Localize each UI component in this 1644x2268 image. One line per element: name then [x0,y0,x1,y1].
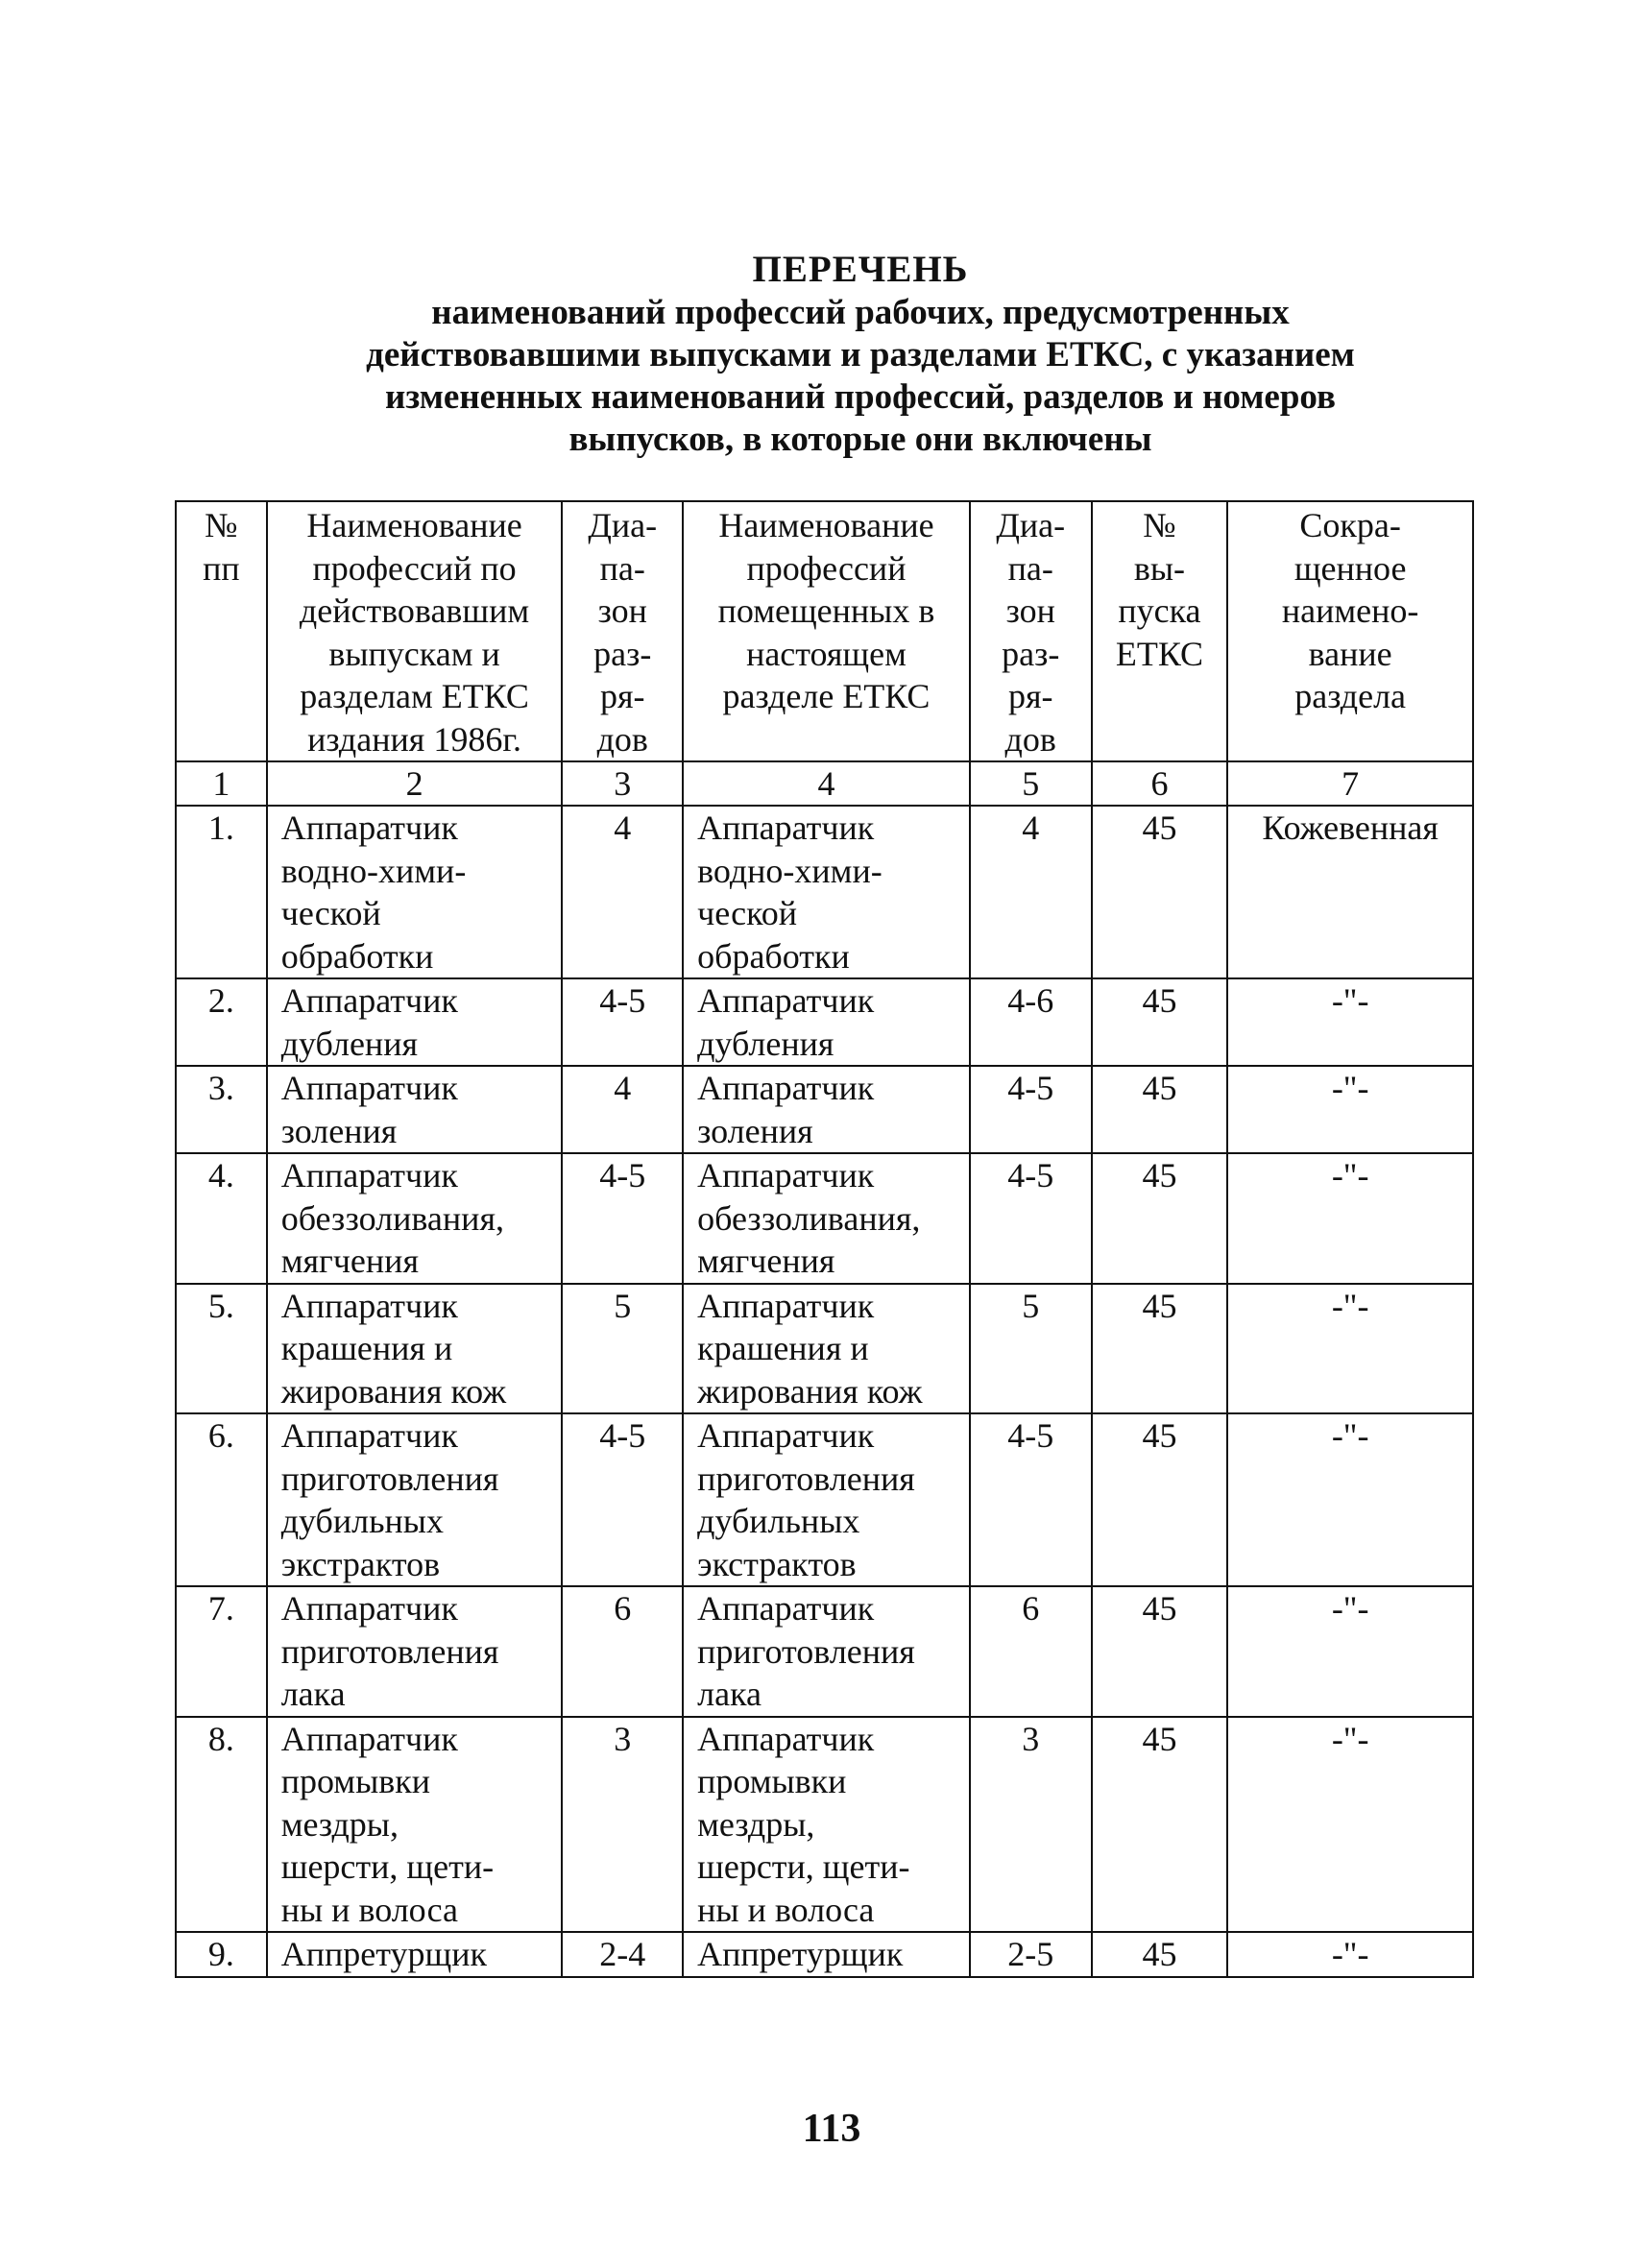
cell-line: ря- [599,677,645,715]
row-number: 7. [176,1586,267,1717]
cell-line: ЕТКС [1115,634,1203,673]
etks-issue-number: 45 [1092,978,1228,1066]
section-short-name: -"- [1227,978,1473,1066]
section-short-name: -"- [1227,1153,1473,1284]
cell-line: раздела [1294,677,1407,715]
cell-line: Аппаратчик [697,808,875,847]
section-short-name: -"- [1227,1066,1473,1153]
cell-line: действовавшим [299,591,530,630]
old-profession-name [267,1153,563,1284]
cell-line: Аппаратчик [280,1286,458,1325]
new-profession-name [683,1717,970,1933]
header-num [176,501,267,761]
cell-line: вание [1308,634,1392,673]
subtitle-line: действовавшими выпусками и разделами ЕТКС, с указанием [366,335,1355,374]
professions-table [175,500,1474,1978]
cell-line: ны и волоса [280,1890,458,1929]
cell-line: зон [1005,591,1055,630]
table-header-row [176,501,1473,761]
cell-line: настоящем [746,634,907,673]
old-profession-name [267,978,563,1066]
column-number: 5 [970,761,1092,806]
section-short-name: -"- [1227,1284,1473,1414]
header-new-name [683,501,970,761]
column-numbers-row [176,761,1473,806]
old-grade-range: 3 [562,1717,683,1933]
new-profession-name [683,1586,970,1717]
cell-line: жирования кож [697,1371,923,1411]
old-profession-name [267,1284,563,1414]
cell-line: золения [280,1111,398,1150]
cell-line: профессий [746,548,907,588]
table-row [176,806,1473,978]
cell-line: Аппаратчик [697,1069,875,1107]
cell-line: Диа- [996,506,1066,544]
cell-line: дов [596,719,648,759]
new-grade-range: 4-5 [970,1413,1092,1586]
cell-line: дубильных [280,1502,444,1540]
new-profession-name [683,806,970,978]
new-grade-range: 6 [970,1586,1092,1717]
old-grade-range: 6 [562,1586,683,1717]
subtitle-line: измененных наименований профессий, разделов и номеров [385,377,1336,417]
etks-issue-number: 45 [1092,1717,1228,1933]
row-number: 1. [176,806,267,978]
cell-line: лака [697,1675,762,1713]
row-number: 6. [176,1413,267,1586]
new-profession-name [683,978,970,1066]
cell-line: водно-хими- [280,851,467,890]
page-number: 113 [802,2107,861,2151]
etks-issue-number: 45 [1092,1932,1228,1977]
cell-line: па- [1007,548,1053,588]
table-row [176,1284,1473,1414]
cell-line: жирования кож [280,1371,507,1411]
old-profession-name [267,1066,563,1153]
cell-line: ческой [280,894,381,932]
cell-line: приготовления [280,1631,499,1671]
column-number: 7 [1227,761,1473,806]
cell-line: мягчения [280,1242,419,1280]
new-grade-range: 4 [970,806,1092,978]
cell-line: № [1143,506,1176,544]
row-number: 5. [176,1284,267,1414]
cell-line: щенное [1293,548,1407,588]
header-old-name [267,501,563,761]
cell-line: обработки [280,936,434,976]
cell-line: Наименование [306,506,522,544]
old-grade-range: 4 [562,806,683,978]
table-body [176,761,1473,1977]
old-profession-name [267,1586,563,1717]
cell-line: № [205,506,238,544]
cell-line: Аппаратчик [697,1589,875,1628]
new-grade-range: 5 [970,1284,1092,1414]
column-number: 4 [683,761,970,806]
table-row [176,1413,1473,1586]
new-profession-name [683,1932,970,1977]
table-row [176,1066,1473,1153]
cell-line: раз- [593,634,652,673]
cell-line: пуска [1118,591,1201,630]
row-number: 9. [176,1932,267,1977]
cell-line: промывки [280,1762,431,1800]
old-grade-range: 4-5 [562,1413,683,1586]
cell-line: промывки [697,1762,847,1800]
etks-issue-number: 45 [1092,806,1228,978]
old-grade-range: 4 [562,1066,683,1153]
cell-line: Диа- [588,506,658,544]
new-grade-range: 4-5 [970,1153,1092,1284]
cell-line: крашения и [697,1329,869,1367]
new-profession-name [683,1153,970,1284]
cell-line: дов [1004,719,1056,759]
header-issue [1092,501,1228,761]
cell-line: приготовления [280,1459,499,1498]
cell-line: па- [599,548,645,588]
cell-line: обеззоливания, [697,1198,921,1238]
cell-line: вы- [1133,548,1186,588]
section-short-name: -"- [1227,1413,1473,1586]
cell-line: обработки [697,936,850,976]
cell-line: Аппаратчик [697,1719,875,1758]
cell-line: разделам ЕТКС [300,677,529,715]
cell-line: Аппаратчик [280,1589,458,1628]
section-short-name: -"- [1227,1932,1473,1977]
cell-line: Аппаратчик [280,1416,458,1455]
old-grade-range: 2-4 [562,1932,683,1977]
etks-issue-number: 45 [1092,1153,1228,1284]
cell-line: лака [280,1675,346,1713]
cell-line: дубления [697,1024,834,1063]
old-grade-range: 4-5 [562,1153,683,1284]
cell-line: Аппретурщик [280,1935,487,1973]
old-profession-name [267,1413,563,1586]
cell-line: Наименование [718,506,934,544]
section-short-name: -"- [1227,1717,1473,1933]
table-row [176,1932,1473,1977]
cell-line: дубильных [697,1502,860,1540]
cell-line: Аппаратчик [280,1156,458,1194]
cell-line: Аппаратчик [280,1719,458,1758]
etks-issue-number: 45 [1092,1586,1228,1717]
document-title: ПЕРЕЧЕНЬ [752,249,969,290]
old-profession-name [267,1717,563,1933]
cell-line: наимено- [1281,591,1419,630]
cell-line: шерсти, щети- [697,1847,910,1886]
document-subtitle [0,292,1644,461]
header-section [1227,501,1473,761]
etks-issue-number: 45 [1092,1066,1228,1153]
header-old-range [562,501,683,761]
old-grade-range: 5 [562,1284,683,1414]
cell-line: раз- [1002,634,1060,673]
section-short-name: -"- [1227,1586,1473,1717]
row-number: 3. [176,1066,267,1153]
column-number: 2 [267,761,563,806]
column-number: 1 [176,761,267,806]
cell-line: крашения и [280,1329,453,1367]
new-grade-range: 3 [970,1717,1092,1933]
cell-line: пп [203,548,240,588]
row-number: 8. [176,1717,267,1933]
column-number: 6 [1092,761,1228,806]
cell-line: Аппаратчик [697,1416,875,1455]
table-row [176,1586,1473,1717]
new-profession-name [683,1284,970,1414]
table-row [176,978,1473,1066]
document-heading [0,248,1644,461]
new-grade-range: 4-5 [970,1066,1092,1153]
cell-line: Аппретурщик [697,1935,904,1973]
cell-line: мягчения [697,1242,835,1280]
new-grade-range: 4-6 [970,978,1092,1066]
old-grade-range: 4-5 [562,978,683,1066]
section-short-name: Кожевенная [1227,806,1473,978]
cell-line: ны и волоса [697,1890,875,1929]
cell-line: ческой [697,894,798,932]
cell-line: обеззоливания, [280,1198,504,1238]
subtitle-line: выпусков, в которые они включены [568,420,1152,459]
new-profession-name [683,1413,970,1586]
cell-line: профессий по [312,548,517,588]
cell-line: издания 1986г. [307,719,522,759]
cell-line: мездры, [280,1804,399,1844]
cell-line: шерсти, щети- [280,1847,495,1886]
row-number: 2. [176,978,267,1066]
cell-line: ря- [1007,677,1053,715]
subtitle-line: наименований профессий рабочих, предусмотренных [431,293,1290,332]
cell-line: Аппаратчик [280,981,458,1020]
cell-line: дубления [280,1024,419,1063]
cell-line: экстрактов [697,1544,857,1583]
cell-line: Аппаратчик [280,1069,458,1107]
table-row [176,1153,1473,1284]
table-row [176,1717,1473,1933]
row-number: 4. [176,1153,267,1284]
cell-line: приготовления [697,1459,915,1498]
cell-line: зон [597,591,647,630]
cell-line: водно-хими- [697,851,882,890]
cell-line: выпускам и [328,634,500,673]
old-profession-name [267,806,563,978]
etks-issue-number: 45 [1092,1413,1228,1586]
cell-line: Аппаратчик [697,1156,875,1194]
new-profession-name [683,1066,970,1153]
cell-line: Аппаратчик [280,808,458,847]
header-new-range [970,501,1092,761]
etks-issue-number: 45 [1092,1284,1228,1414]
old-profession-name [267,1932,563,1977]
cell-line: золения [697,1111,813,1150]
cell-line: мездры, [697,1804,815,1844]
cell-line: Аппаратчик [697,981,875,1020]
cell-line: экстрактов [280,1544,441,1583]
column-number: 3 [562,761,683,806]
cell-line: Сокра- [1299,506,1401,544]
new-grade-range: 2-5 [970,1932,1092,1977]
cell-line: разделе ЕТКС [722,677,931,715]
cell-line: помещенных в [717,591,935,630]
cell-line: приготовления [697,1631,915,1671]
cell-line: Аппаратчик [697,1286,875,1325]
